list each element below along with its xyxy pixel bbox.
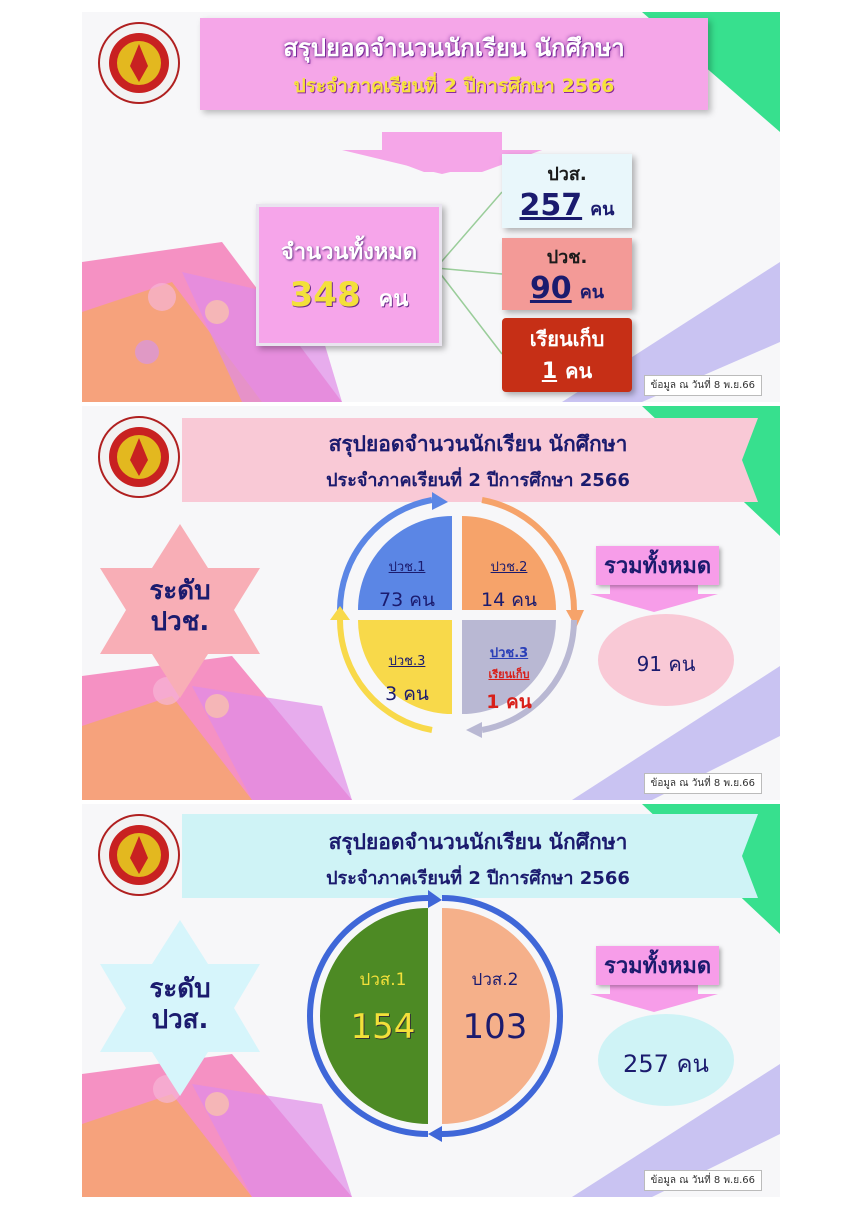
grand-total-label: รวมทั้งหมด (596, 946, 719, 985)
slide-pvs-summary (82, 804, 780, 1197)
quadrant-value: 1 คน (486, 691, 532, 713)
total-label: จำนวนทั้งหมด (280, 240, 418, 265)
grand-total-value: 257 คน (623, 1050, 709, 1078)
data-date-note: ข้อมูล ณ วันที่ 8 พ.ย.66 (644, 375, 763, 396)
retake-value: 1 (541, 359, 558, 384)
quadrant-label: ปวช.1 (388, 560, 426, 575)
title-line-1: สรุปยอดจำนวนนักเรียน นักศึกษา (328, 830, 628, 854)
pvc-value: 90 (529, 271, 572, 306)
title-line-2: ประจำภาคเรียนที่ 2 ปีการศึกษา 2566 (326, 868, 630, 889)
slide3-title (198, 818, 758, 900)
pvs-value: 257 (519, 188, 583, 223)
level-name: ปวช. (150, 607, 210, 638)
title-line-1: สรุปยอดจำนวนนักเรียน นักศึกษา (283, 33, 625, 62)
data-date-note: ข้อมูล ณ วันที่ 8 พ.ย.66 (644, 1170, 763, 1191)
slide1-title (200, 18, 708, 110)
retake-unit: คน (565, 359, 593, 383)
half-label: ปวส.2 (471, 970, 519, 990)
total-number: 348 (289, 275, 361, 315)
retake-count-box (502, 318, 632, 392)
level-pvs-label (122, 974, 238, 1036)
quadrant-value: 73 คน (379, 589, 435, 611)
quadrant-pvc3-retake (466, 642, 552, 717)
quadrant-pvc1 (364, 556, 450, 615)
slide-pvc-summary (82, 406, 780, 800)
quadrant-value: 14 คน (481, 589, 537, 611)
quadrant-pvc2 (466, 556, 552, 615)
half-pvs2 (450, 966, 540, 1047)
grand-total-label: รวมทั้งหมด (596, 546, 719, 585)
pvs-count-box (502, 154, 632, 228)
quadrant-value: 3 คน (385, 683, 429, 705)
pvs-label: ปวส. (547, 164, 587, 185)
pvs-unit: คน (590, 199, 615, 220)
pvc-unit: คน (579, 282, 605, 303)
pvs-value-row (520, 188, 615, 223)
pvc-count-box (502, 238, 632, 310)
quadrant-label: ปวช.2 (490, 560, 528, 575)
data-date-note: ข้อมูล ณ วันที่ 8 พ.ย.66 (644, 773, 763, 794)
title-line-2: ประจำภาคเรียนที่ 2 ปีการศึกษา 2566 (326, 470, 630, 491)
total-unit: คน (378, 287, 409, 312)
total-students-box (256, 204, 442, 346)
grand-total-value: 91 คน (636, 652, 696, 676)
slide2-title (198, 420, 758, 502)
half-value: 154 (350, 1007, 416, 1047)
retake-value-row (542, 355, 592, 387)
quadrant-label: ปวช.3 (388, 654, 426, 669)
half-pvs1 (340, 966, 426, 1047)
pvc-value-row (530, 271, 604, 306)
title-line-2: ประจำภาคเรียนที่ 2 ปีการศึกษา 2566 (293, 74, 615, 97)
slide-overall-summary (82, 12, 780, 402)
college-seal-logo (98, 22, 180, 104)
level-word: ระดับ (149, 576, 211, 606)
college-seal-logo (98, 416, 180, 498)
quadrant-sublabel: เรียนเก็บ (488, 668, 530, 681)
pvc-label: ปวช. (546, 247, 588, 268)
level-pvc-label (122, 576, 238, 638)
retake-label: เรียนเก็บ (529, 327, 605, 351)
quadrant-label: ปวช.3 (489, 646, 529, 661)
level-word: ระดับ (149, 974, 211, 1004)
college-seal-logo (98, 814, 180, 896)
half-value: 103 (462, 1007, 528, 1047)
title-line-1: สรุปยอดจำนวนนักเรียน นักศึกษา (328, 432, 628, 456)
level-name: ปวส. (151, 1005, 209, 1036)
total-value (290, 275, 409, 316)
quadrant-pvc3 (364, 650, 450, 709)
half-label: ปวส.1 (359, 970, 407, 990)
